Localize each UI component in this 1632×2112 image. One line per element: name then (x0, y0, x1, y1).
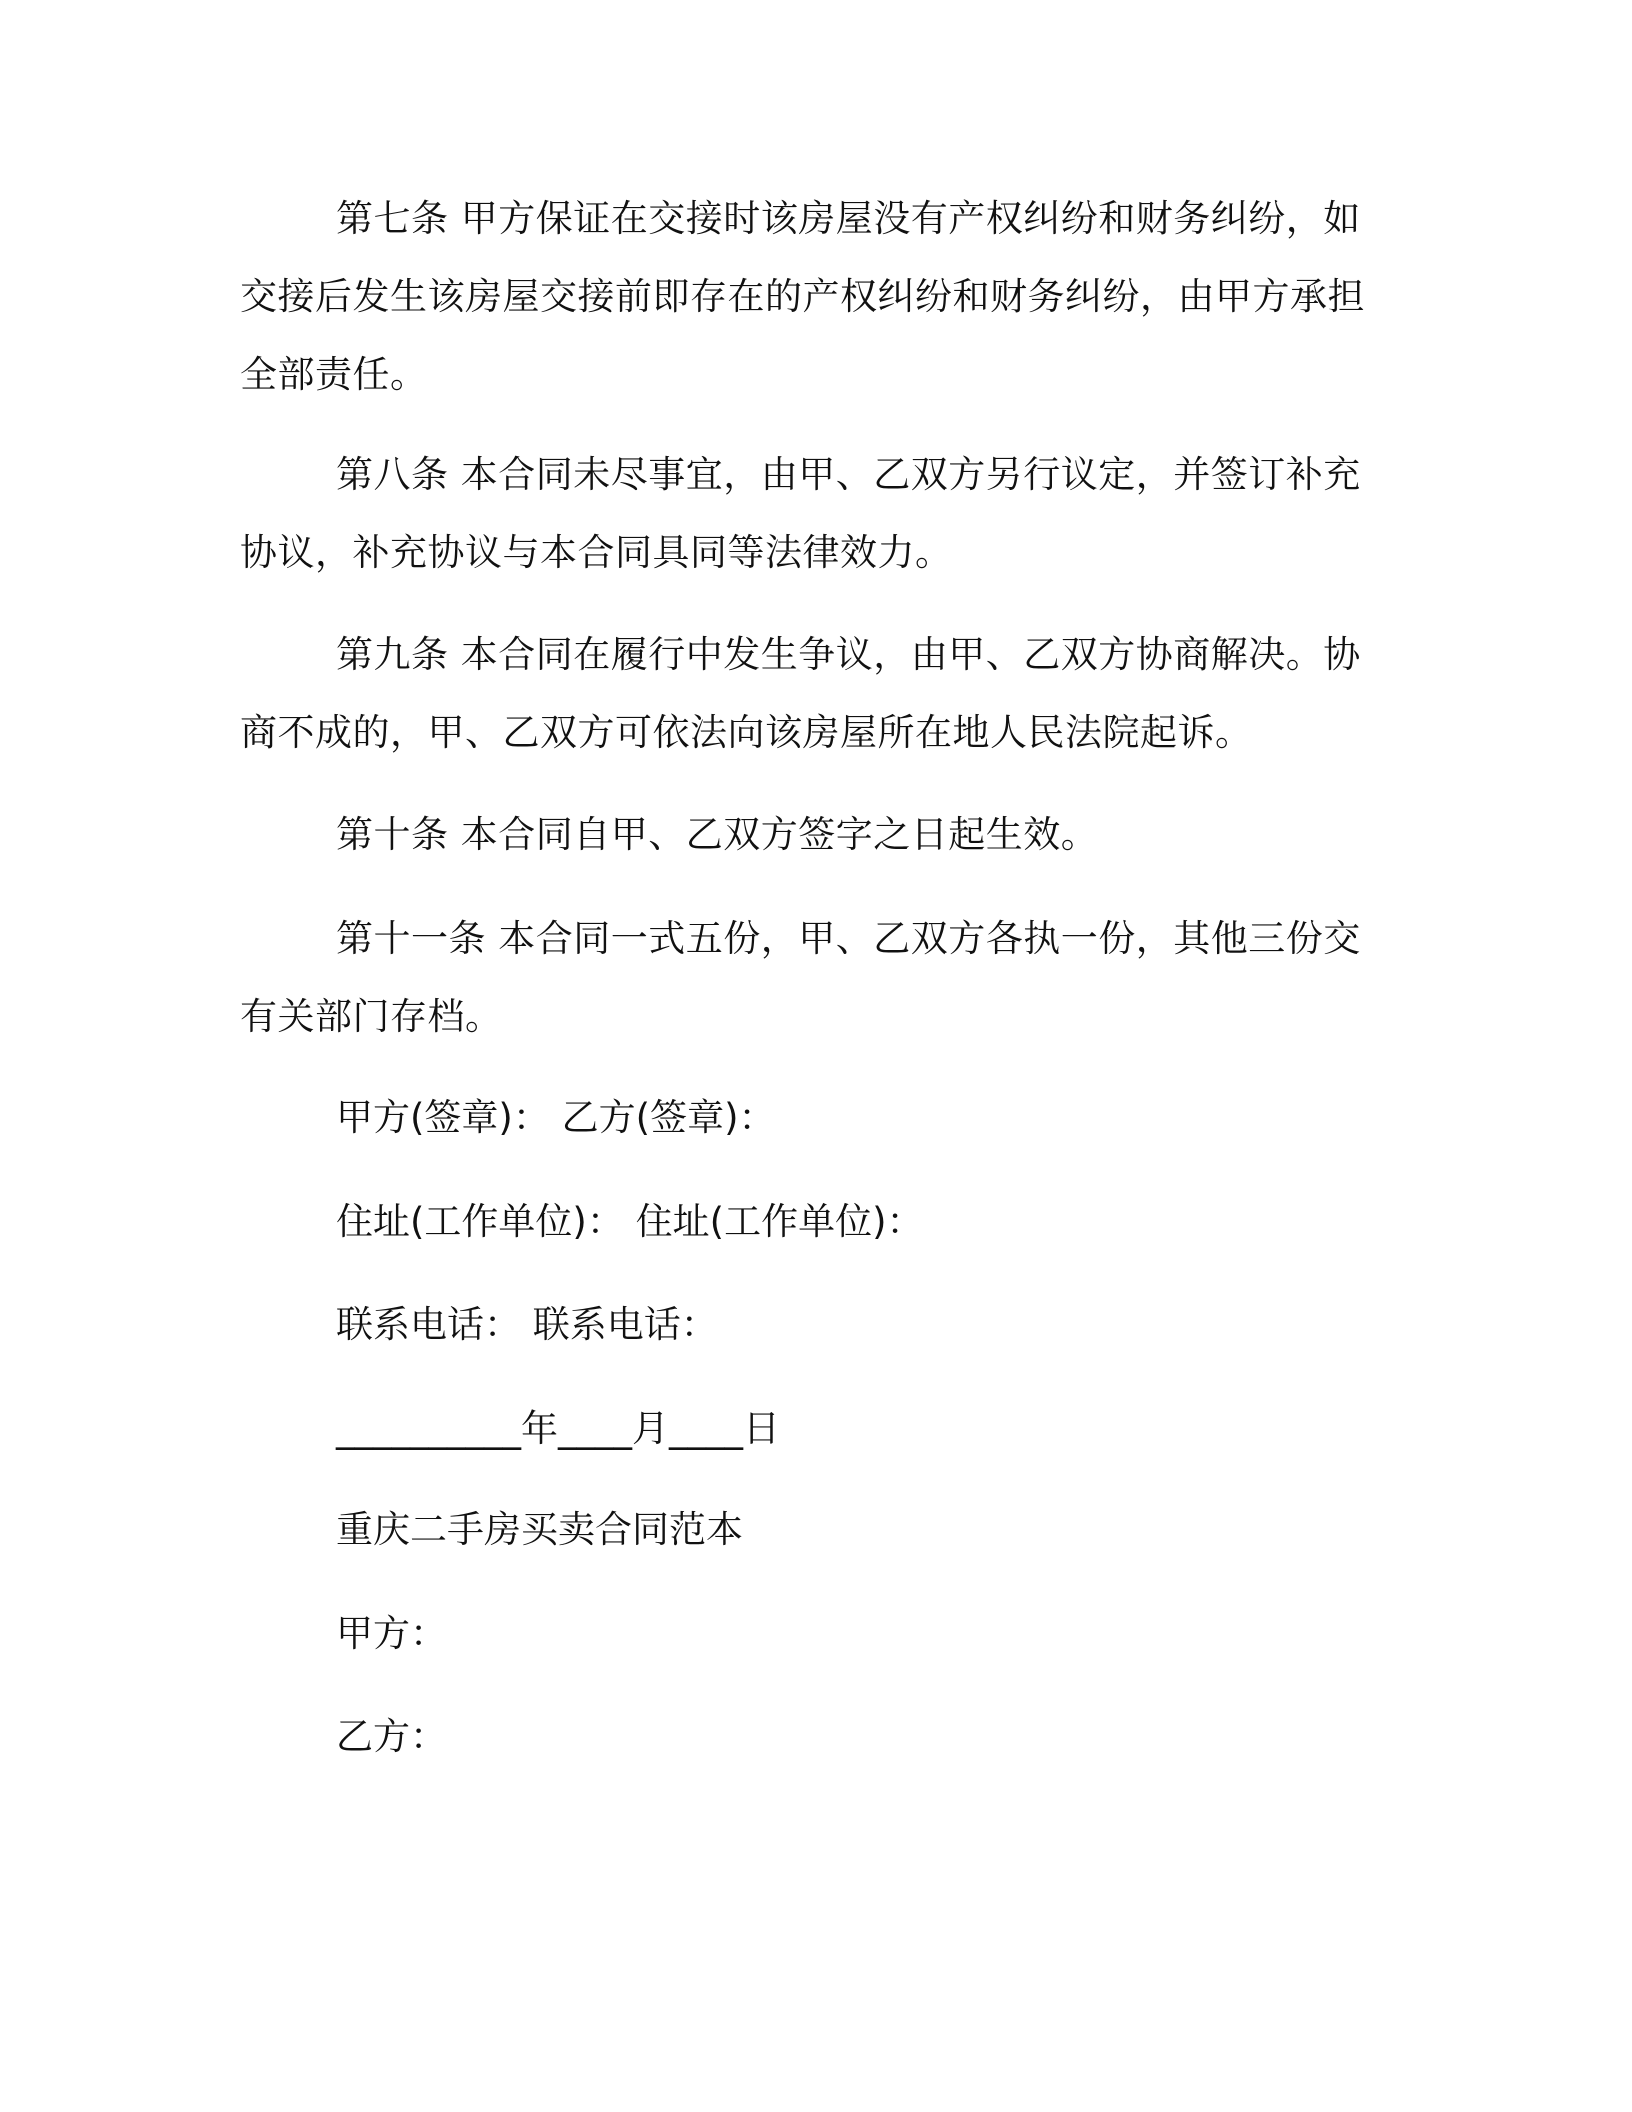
contract-title: 重庆二手房买卖合同范本 (336, 1508, 743, 1551)
address-line: 住址(工作单位)： 住址(工作单位)： (336, 1200, 924, 1243)
party-b-label: 乙方： (336, 1715, 447, 1758)
article-8: 第八条 本合同未尽事宜，由甲、乙双方另行议定，并签订补充协议，补充协议与本合同具同等法律效力。 (240, 453, 1361, 574)
date-line: __________年____月____日 (336, 1407, 780, 1450)
phone-line: 联系电话： 联系电话： (336, 1303, 718, 1346)
article-7: 第七条 甲方保证在交接时该房屋没有产权纠纷和财务纠纷，如交接后发生该房屋交接前即存在的产权纠纷和财务纠纷，由甲方承担全部责任。 (240, 197, 1365, 396)
signature-line: 甲方(签章)： 乙方(签章)： (336, 1096, 776, 1139)
party-a-label: 甲方： (336, 1612, 447, 1655)
article-9: 第九条 本合同在履行中发生争议，由甲、乙双方协商解决。协商不成的，甲、乙双方可依法向该房屋所在地人民法院起诉。 (240, 633, 1361, 754)
article-10: 第十条 本合同自甲、乙双方签字之日起生效。 (336, 813, 1099, 856)
article-11: 第十一条 本合同一式五份，甲、乙双方各执一份，其他三份交有关部门存档。 (240, 917, 1361, 1038)
